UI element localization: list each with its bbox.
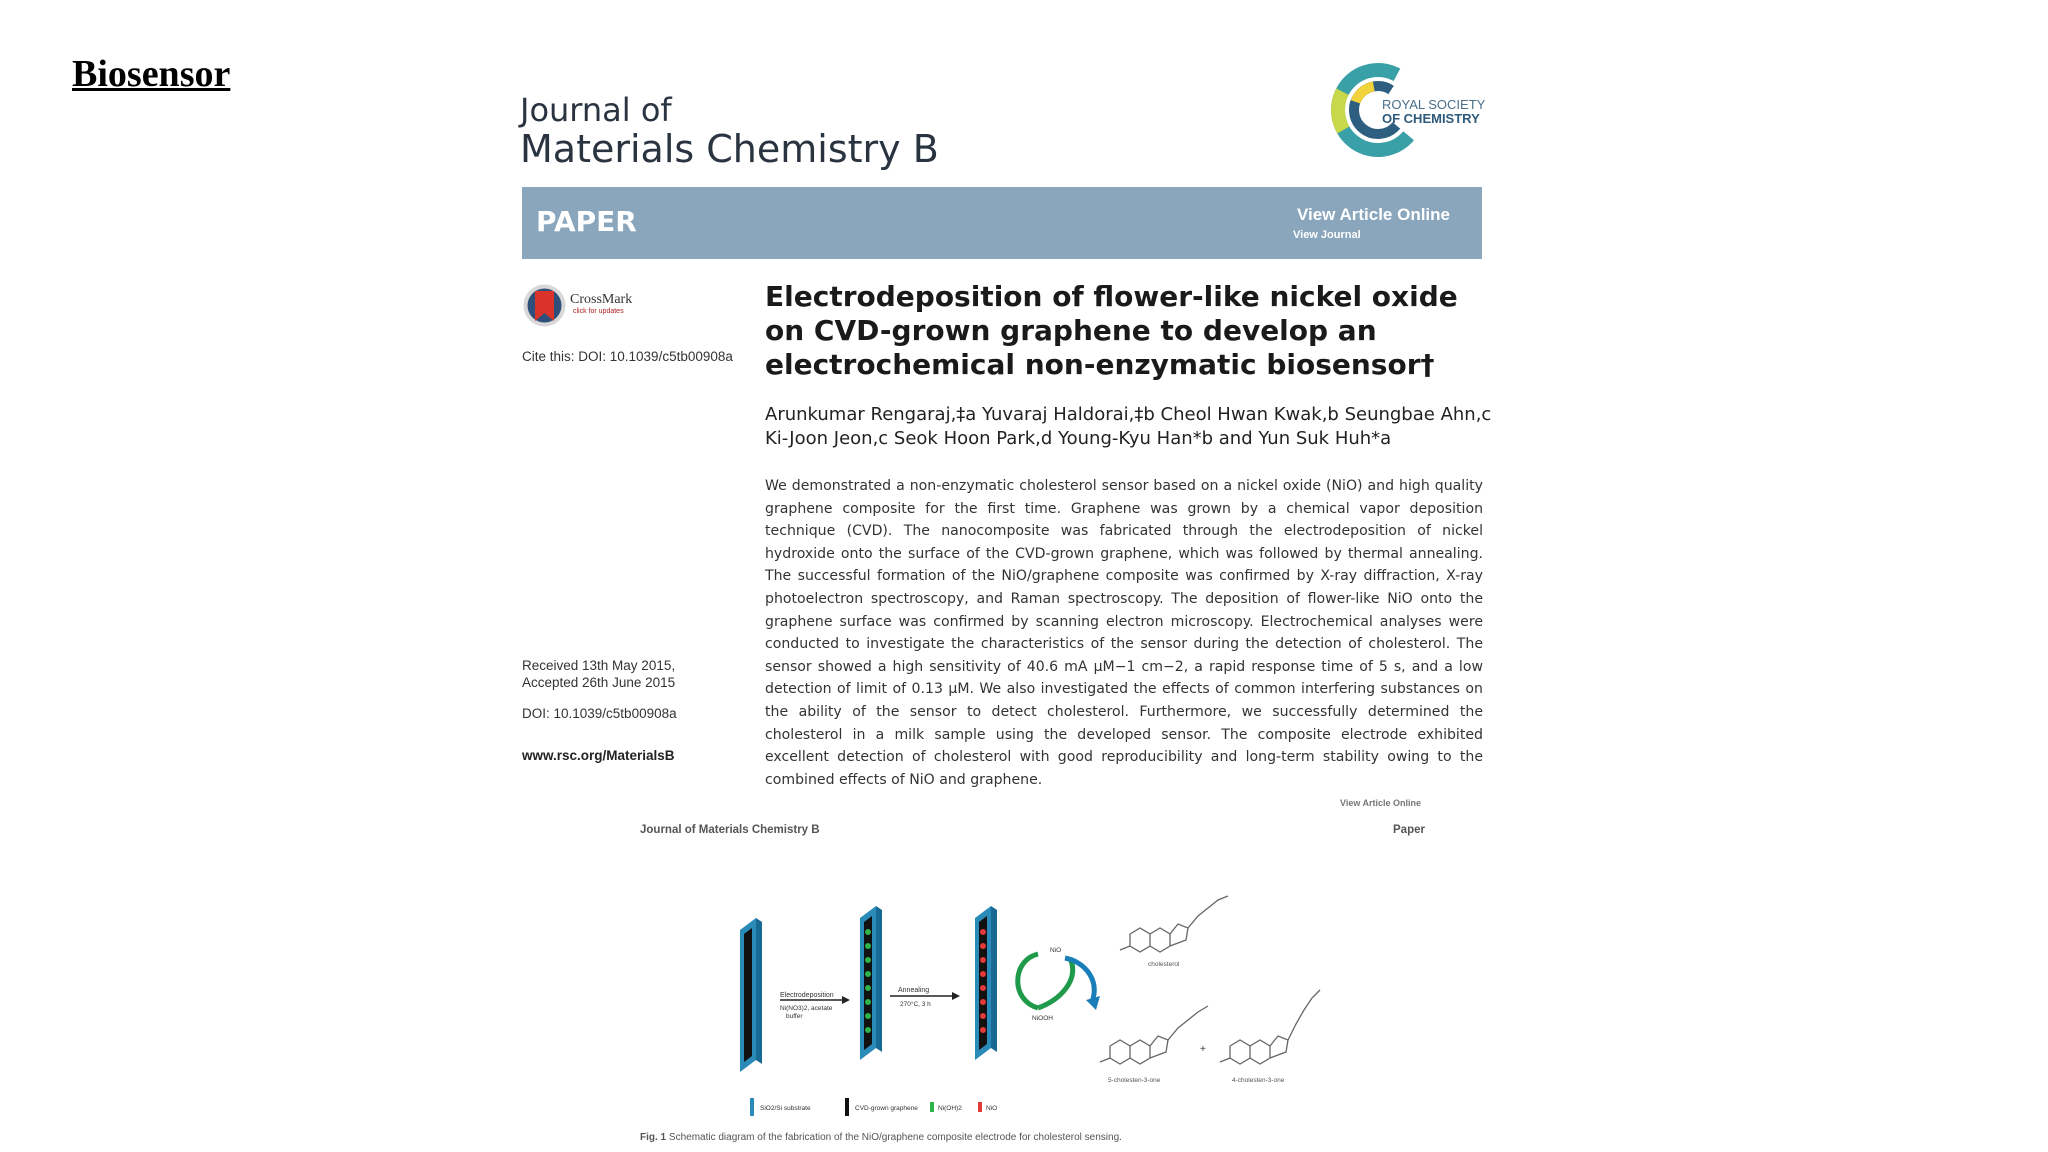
figure-caption (640, 1132, 1122, 1143)
plus-sign: + (1200, 1044, 1206, 1055)
page2-view-article-online[interactable]: View Article Online (1340, 798, 1422, 808)
electrode-nioh2 (860, 906, 882, 1060)
step2-sublabel: 270°C, 3 h (900, 1001, 931, 1008)
abstract: We demonstrated a non-enzymatic cholesterol sensor based on a nickel oxide (NiO) and high quality graphene composite for the first time. Graphene was grown by a chemical vapor deposition technique (CVD). The nanocomposite was fabricated through the electrodeposition of nickel hydroxide onto the surface of the CVD-grown graphene, which was followed by thermal annealing. The successful formation of the NiO/graphene composite was confirmed by X-ray diffraction, X-ray photoelectron spectroscopy, and Raman spectroscopy. The deposition of flower-like NiO onto the graphene surface was confirmed by scanning electron microscopy. Electrochemical analyses were conducted to investigate the characteristics of the sensor during the detection of cholesterol. The sensor showed a high sensitivity of 40.6 mA μM−1 cm−2, a rapid response time of 5 s, and a low detection of limit of 0.13 μM. We also investigated the effects of common interfering substances on the ability of the sensor to detect cholesterol. Furthermore, we successfully determined the cholesterol in a milk sample using the developed sensor. The composite electrode exhibited excellent detection of cholesterol with good reproducibility and long-term stability owing to the combined effects of NiO and graphene. (765, 478, 1483, 788)
page2-journal-header: Journal of Materials Chemistry B (640, 824, 820, 836)
cite-doi: Cite this: DOI: 10.1039/c5tb00908a (522, 349, 733, 364)
legend-substrate: SiO2/Si substrate (760, 1105, 811, 1112)
product2-label: 4-cholesten-3-one (1232, 1077, 1285, 1084)
doi: DOI: 10.1039/c5tb00908a (522, 706, 677, 721)
step2-label: Annealing (898, 987, 930, 994)
figure-caption-label: Fig. 1 (640, 1132, 667, 1143)
crossmark-sublabel: click for updates (573, 308, 624, 315)
authors-line: Ki-Joon Jeon,c Seok Hoon Park,d Young-Kyu Han*b and Yun Suk Huh*a (765, 428, 1392, 449)
product2-structure (1220, 990, 1320, 1064)
article-title: Electrodeposition of flower-like nickel oxide on CVD-grown graphene to develop an electrochemical non-enzymatic biosensor† (765, 280, 1458, 381)
authors (765, 403, 1492, 451)
nio-label: NiO (1050, 947, 1062, 954)
publisher-name: ROYAL SOCIETY OF CHEMISTRY (1382, 97, 1486, 126)
niooh-label: NiOOH (1032, 1015, 1053, 1022)
slide-title: Biosensor (72, 53, 231, 95)
fabrication-schematic-figure (720, 850, 1340, 1120)
journal-url-link[interactable]: www.rsc.org/MaterialsB (522, 748, 675, 763)
journal-name (520, 92, 939, 170)
legend-nio: NiO (986, 1105, 998, 1112)
publication-dates (522, 657, 675, 691)
view-article-online-link[interactable]: View Article Online (1296, 205, 1450, 224)
step1-sublabel: Ni(NO3)2, acetate (780, 1005, 833, 1012)
electrode-nio (975, 906, 997, 1060)
cholesterol-structure (1120, 896, 1228, 952)
step1-sublabel: buffer (786, 1013, 803, 1020)
received-date: Received 13th May 2015, (522, 658, 676, 673)
step1-label: Electrodeposition (780, 992, 834, 999)
product1-structure (1100, 1006, 1208, 1064)
page2-article-type: Paper (1393, 824, 1425, 836)
journal-name-line2: Materials Chemistry B (520, 127, 939, 171)
figure-caption-text: Schematic diagram of the fabrication of the NiO/graphene composite electrode for cholesterol sensing. (668, 1132, 1122, 1143)
paper-banner (522, 187, 1482, 259)
view-journal-link[interactable]: View Journal (1293, 229, 1361, 241)
legend-graphene: CVD-grown graphene (855, 1105, 918, 1112)
legend-nioh2: Ni(OH)2 (938, 1105, 962, 1112)
cholesterol-label: cholesterol (1148, 961, 1180, 968)
crossmark-label[interactable]: CrossMark (570, 292, 633, 307)
product1-label: 5-cholesten-3-one (1108, 1077, 1161, 1084)
article-type: PAPER (536, 205, 637, 238)
crossmark-icon[interactable] (522, 283, 567, 328)
journal-name-line1: Journal of (520, 91, 672, 129)
accepted-date: Accepted 26th June 2015 (522, 675, 676, 690)
electrode-bare (740, 918, 762, 1072)
authors-line: Arunkumar Rengaraj,‡a Yuvaraj Haldorai,‡b Cheol Hwan Kwak,b Seungbae Ahn,c (765, 404, 1492, 425)
